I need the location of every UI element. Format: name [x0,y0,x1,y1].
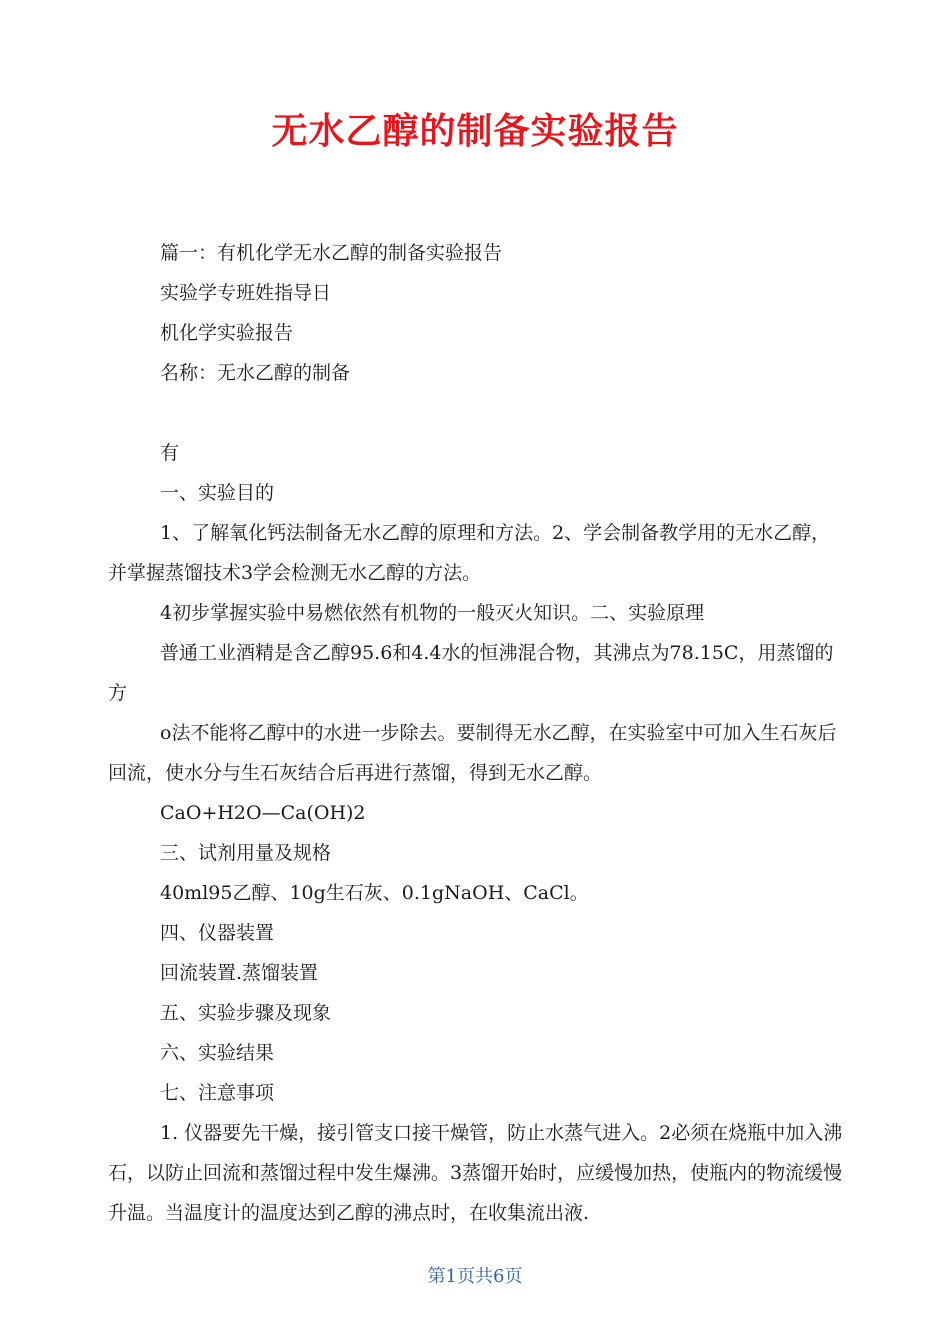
section-heading-4: 四、仪器装置 [160,922,275,944]
apparatus-list: 回流装置.蒸馏装置 [160,962,319,984]
paragraph-notes: 1. 仪器要先干燥，接引管支口接干燥管，防止水蒸气进入。2必须在烧瓶中加入沸石，以防止回流和蒸馏过程中发生爆沸。3蒸馏开始时，应缓慢加热，使瓶内的物流缓慢升温。当温度计的温度达到乙醇的沸点时，在收集流出液. [108,1122,843,1224]
section-heading-5: 五、实验步骤及现象 [160,1002,332,1024]
header-line-1: 篇一：有机化学无水乙醇的制备实验报告 [160,242,503,264]
lone-char-line: 有 [160,442,180,464]
header-line-3: 机化学实验报告 [160,322,294,344]
reagent-list: 40ml95乙醇、10g生石灰、0.1gNaOH、CaCl。 [160,882,589,904]
document-title: 无水乙醇的制备实验报告 [271,111,679,152]
document-body [108,233,848,1233]
blank-line [108,393,848,433]
section-heading-7: 七、注意事项 [160,1082,275,1104]
section-heading-3: 三、试剂用量及规格 [160,842,332,864]
reaction-formula: CaO+H2O—Ca(OH)2 [160,802,366,824]
header-line-4: 名称：无水乙醇的制备 [160,362,351,384]
paragraph-fire-safety: 4初步掌握实验中易燃依然有机物的一般灭火知识。二、实验原理 [160,602,705,624]
section-heading-1: 一、实验目的 [160,482,275,504]
paragraph-objectives: 1、了解氧化钙法制备无水乙醇的原理和方法。2、学会制备教学用的无水乙醇，并掌握蒸馏技术3学会检测无水乙醇的方法。 [108,522,831,584]
header-line-2: 实验学专班姓指导日 [160,282,332,304]
paragraph-method: o法不能将乙醇中的水进一步除去。要制得无水乙醇，在实验室中可加入生石灰后回流，使水分与生石灰结合后再进行蒸馏，得到无水乙醇。 [108,722,837,784]
paragraph-principle: 普通工业酒精是含乙醇95.6和4.4水的恒沸混合物，其沸点为78.15C，用蒸馏的方 [108,642,834,704]
page-number: 第1页共6页 [427,1266,523,1287]
section-heading-6: 六、实验结果 [160,1042,275,1064]
